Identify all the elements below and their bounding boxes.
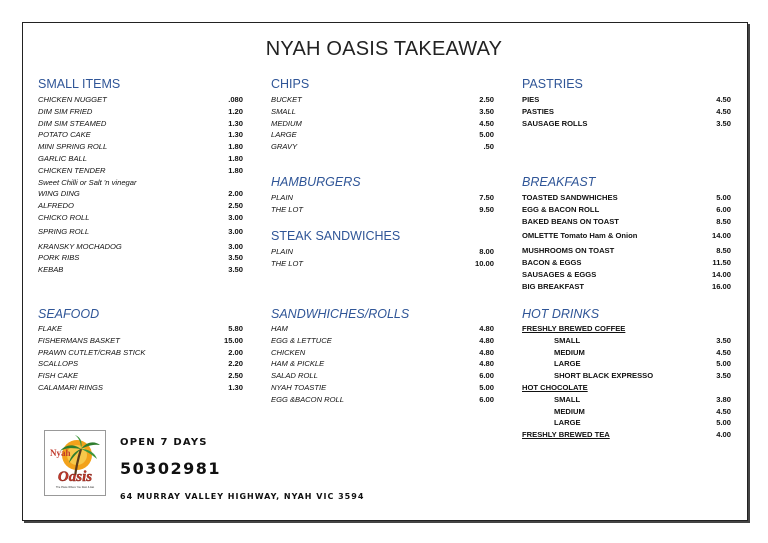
logo-top-text: Nyah (50, 448, 71, 458)
menu-item-price: 1.20 (228, 106, 243, 116)
menu-item-price: 3.50 (228, 265, 243, 275)
menu-item-row (38, 212, 243, 224)
menu-item-name: PLAIN (271, 193, 293, 202)
palm-tree-logo-icon (45, 431, 105, 495)
menu-item-price: 4.50 (479, 118, 494, 128)
menu-item-row (38, 94, 243, 106)
section-heading-hot-drinks: HOT DRINKS (522, 307, 600, 321)
menu-item-row (271, 204, 494, 216)
menu-item-row (271, 141, 494, 153)
menu-title: NYAH OASIS TAKEAWAY (265, 38, 503, 60)
menu-item-row (38, 106, 243, 118)
menu-item-row (271, 382, 494, 394)
menu-item-name: EGG & BACON ROLL (522, 204, 600, 214)
menu-item-row (522, 257, 731, 269)
menu-item-name: SCALLOPS (38, 359, 79, 369)
menu-item-price: 8.00 (479, 247, 494, 256)
menu-item-price: 3.00 (228, 226, 243, 236)
menu-item-name: LARGE (271, 130, 297, 140)
menu-item-row (38, 129, 243, 141)
menu-item-row (522, 347, 731, 359)
menu-item-price: 2.50 (228, 371, 243, 381)
menu-item-row (522, 204, 731, 216)
menu-item-price: 2.50 (228, 201, 243, 211)
steak-sandwiches-list (271, 246, 494, 270)
menu-item-price: 1.30 (228, 118, 243, 128)
menu-item-row (271, 323, 494, 335)
menu-item-price: 5.80 (228, 324, 243, 333)
menu-item-name: MEDIUM (554, 406, 585, 416)
menu-item-name: PLAIN (271, 247, 293, 256)
menu-item-name: HAM (271, 324, 288, 333)
menu-item-row (38, 153, 243, 165)
menu-item-row (522, 118, 731, 130)
oasis-logo (44, 430, 106, 496)
tea-heading: FRESHLY BREWED TEA (522, 430, 610, 440)
menu-item-name: THE LOT (271, 204, 304, 214)
menu-item-row (522, 94, 731, 106)
menu-item-row (522, 245, 731, 257)
coffee-heading: FRESHLY BREWED COFFEE (522, 324, 626, 333)
section-heading-pastries: PASTRIES (522, 77, 583, 91)
menu-item-price: 3.50 (716, 371, 731, 381)
hot-drinks-list (522, 323, 731, 441)
sandwiches-rolls-list (271, 323, 494, 406)
menu-item-row (38, 252, 243, 264)
menu-item-row (271, 358, 494, 370)
menu-item-name: MINI SPRING ROLL (38, 142, 108, 152)
menu-item-price: 2.00 (228, 189, 243, 199)
menu-item-row (38, 323, 243, 335)
menu-item-name: EGG &BACON ROLL (271, 394, 345, 404)
menu-item-price: 14.00 (711, 231, 731, 241)
menu-item-name: SMALL (271, 106, 296, 116)
section-heading-hamburgers: HAMBURGERS (271, 175, 361, 189)
section-heading-chips: CHIPS (271, 77, 310, 91)
section-heading-seafood: SEAFOOD (38, 307, 100, 321)
logo-tagline: The Place Where You Rest & Eat (55, 486, 95, 489)
chips-list (271, 94, 494, 153)
menu-item-name: SMALL (554, 335, 581, 345)
open-days-text: OPEN 7 DAYS (120, 437, 208, 448)
menu-item-row (271, 246, 494, 258)
section-heading-sandwiches-rolls: SANDWHICHES/ROLLS (271, 307, 410, 321)
menu-item-name: MEDIUM (554, 347, 585, 357)
menu-item-name: FISHERMANS BASKET (38, 335, 120, 345)
menu-item-row (38, 188, 243, 200)
menu-item-name: FISH CAKE (38, 371, 79, 381)
menu-item-price: 10.00 (474, 258, 494, 268)
menu-item-name: THE LOT (271, 258, 304, 268)
menu-item-row (38, 226, 243, 238)
menu-item-price: 5.00 (716, 359, 731, 369)
menu-item-name-line: CHICKEN TENDER (38, 165, 106, 175)
menu-item-price: 4.80 (479, 347, 494, 357)
menu-item-name: DIM SIM STEAMED (38, 118, 107, 128)
small-items-list (38, 94, 243, 276)
menu-item-row (522, 370, 731, 382)
pastries-list (522, 94, 731, 129)
menu-item-price: 6.00 (479, 394, 494, 404)
menu-item-price: 6.00 (479, 371, 494, 381)
menu-item-name: FLAKE (38, 324, 63, 333)
menu-item-price: 15.00 (223, 335, 243, 345)
menu-item-name-subline: Sweet Chilli or Salt 'n vinegar (38, 177, 137, 187)
menu-item-row (522, 269, 731, 281)
menu-item-row (38, 347, 243, 359)
menu-item-price: 7.50 (479, 193, 494, 202)
menu-item-price: 1.30 (228, 130, 243, 140)
menu-item-price: 8.50 (716, 216, 731, 226)
menu-item-row (522, 417, 731, 429)
menu-item-name: SAUSAGES & EGGS (522, 269, 597, 279)
menu-item-name: DIM SIM FRIED (38, 106, 93, 116)
menu-item-name: SAUSAGE ROLLS (522, 118, 588, 128)
menu-item-name: LARGE (554, 359, 581, 369)
section-heading-steak-sandwiches: STEAK SANDWICHES (271, 229, 401, 243)
menu-item-row (522, 281, 731, 293)
menu-item-name: PORK RIBS (38, 253, 80, 263)
menu-item-name: EGG & LETTUCE (271, 335, 332, 345)
menu-item-row (271, 129, 494, 141)
menu-item-row (522, 192, 731, 204)
menu-item-price: 3.00 (228, 241, 243, 251)
menu-item-name: CHICKEN (271, 347, 306, 357)
menu-item-row (38, 382, 243, 394)
menu-item-name: PRAWN CUTLET/CRAB STICK (38, 347, 146, 357)
menu-item-price: .50 (483, 142, 494, 152)
menu-item-row (271, 118, 494, 130)
menu-item-price: 9.50 (479, 204, 494, 214)
menu-item-row (271, 94, 494, 106)
menu-item-name: SPRING ROLL (38, 226, 90, 236)
menu-item-price: 4.50 (716, 95, 731, 104)
address-text: 64 MURRAY VALLEY HIGHWAY, NYAH VIC 3594 (120, 492, 365, 501)
menu-item-name: MUSHROOMS ON TOAST (522, 246, 615, 256)
menu-item-price: 2.50 (479, 95, 494, 104)
menu-item-name: CHICKO ROLL (38, 212, 90, 222)
menu-item-price: 3.50 (479, 106, 494, 116)
menu-item-row (271, 370, 494, 382)
menu-item-row (271, 394, 494, 406)
hot-chocolate-heading: HOT CHOCOLATE (522, 382, 588, 392)
menu-item-row (38, 165, 243, 189)
menu-item-name: BIG BREAKFAST (522, 281, 585, 291)
menu-item-price: 14.00 (711, 269, 731, 279)
menu-item-name: CHICKEN NUGGET (38, 95, 107, 104)
phone-number: 50302981 (120, 459, 222, 478)
menu-item-price: 4.50 (716, 347, 731, 357)
menu-item-name: POTATO CAKE (38, 130, 91, 140)
menu-item-row (38, 241, 243, 253)
menu-item-row (271, 347, 494, 359)
menu-item-price: 6.00 (716, 204, 731, 214)
menu-item-name: SALAD ROLL (271, 371, 318, 381)
menu-item-price: 3.50 (716, 335, 731, 345)
menu-item-price: 3.50 (716, 118, 731, 128)
menu-item-price: 4.80 (479, 335, 494, 345)
menu-item-price: 4.50 (716, 106, 731, 116)
menu-item-name: PIES (522, 95, 540, 104)
menu-item-row (38, 358, 243, 370)
hamburgers-list (271, 192, 494, 216)
menu-item-name: LARGE (554, 418, 581, 428)
menu-item-name: ALFREDO (38, 201, 74, 211)
menu-item-row (271, 192, 494, 204)
logo-main-text: Oasis (57, 469, 93, 485)
menu-item-row (522, 406, 731, 418)
menu-item-name: PASTIES (522, 106, 554, 116)
menu-item-price: .080 (228, 95, 243, 104)
menu-item-price: 4.50 (716, 406, 731, 416)
menu-item-price: 3.50 (228, 253, 243, 263)
menu-item-price: 16.00 (711, 281, 731, 291)
menu-item-row (38, 335, 243, 347)
menu-item-price: 4.80 (479, 324, 494, 333)
menu-item-row (38, 118, 243, 130)
menu-item-price: 3.80 (716, 394, 731, 404)
menu-item-price: 1.80 (228, 165, 243, 175)
menu-item-price: 5.00 (716, 418, 731, 428)
seafood-list (38, 323, 243, 394)
menu-item-price: 5.00 (479, 382, 494, 392)
menu-item-name (38, 165, 137, 189)
menu-item-row (271, 335, 494, 347)
menu-item-row (522, 382, 731, 394)
menu-item-row (522, 323, 731, 335)
menu-item-price: 5.00 (716, 193, 731, 202)
menu-item-name: KEBAB (38, 265, 64, 275)
menu-item-row (522, 216, 731, 228)
menu-item-row (522, 230, 731, 242)
menu-item-row (38, 370, 243, 382)
menu-item-name: BUCKET (271, 95, 302, 104)
menu-item-name: HAM & PICKLE (271, 359, 325, 369)
menu-item-name: BACON & EGGS (522, 257, 582, 267)
menu-item-name: GARLIC BALL (38, 153, 87, 163)
menu-item-price: 2.20 (228, 359, 243, 369)
menu-item-price: 4.80 (479, 359, 494, 369)
menu-item-name: GRAVY (271, 142, 298, 152)
menu-item-name: BAKED BEANS ON TOAST (522, 216, 619, 226)
menu-item-row (271, 258, 494, 270)
menu-item-name: KRANSKY MOCHADOG (38, 241, 122, 251)
menu-item-row (271, 106, 494, 118)
menu-item-name: NYAH TOASTIE (271, 382, 327, 392)
menu-item-price: 8.50 (716, 246, 731, 256)
menu-item-row (522, 429, 731, 441)
menu-item-name: SMALL (554, 394, 581, 404)
menu-item-price: 1.80 (228, 142, 243, 152)
menu-item-price: 5.00 (479, 130, 494, 140)
menu-item-row (522, 335, 731, 347)
section-heading-small-items: SMALL ITEMS (38, 77, 121, 91)
menu-item-name: OMLETTE Tomato Ham & Onion (522, 231, 638, 241)
menu-item-name: WING DING (38, 189, 80, 199)
menu-item-row (38, 264, 243, 276)
menu-item-row (38, 141, 243, 153)
menu-item-price: 3.00 (228, 212, 243, 222)
menu-item-price: 2.00 (228, 347, 243, 357)
menu-item-name: SHORT BLACK EXPRESSO (554, 371, 654, 381)
menu-item-price: 1.80 (228, 153, 243, 163)
menu-item-price: 1.30 (228, 382, 243, 392)
section-heading-breakfast: BREAKFAST (522, 175, 596, 189)
menu-item-name: MEDIUM (271, 118, 302, 128)
menu-item-row (522, 394, 731, 406)
menu-item-row (522, 358, 731, 370)
menu-item-row (522, 106, 731, 118)
menu-item-price: 4.00 (716, 430, 731, 440)
menu-item-name: TOASTED SANDWHICHES (522, 193, 618, 202)
menu-item-name: CALAMARI RINGS (38, 382, 103, 392)
menu-item-price: 11.50 (712, 257, 731, 267)
menu-item-row (38, 200, 243, 212)
breakfast-list (522, 192, 731, 292)
